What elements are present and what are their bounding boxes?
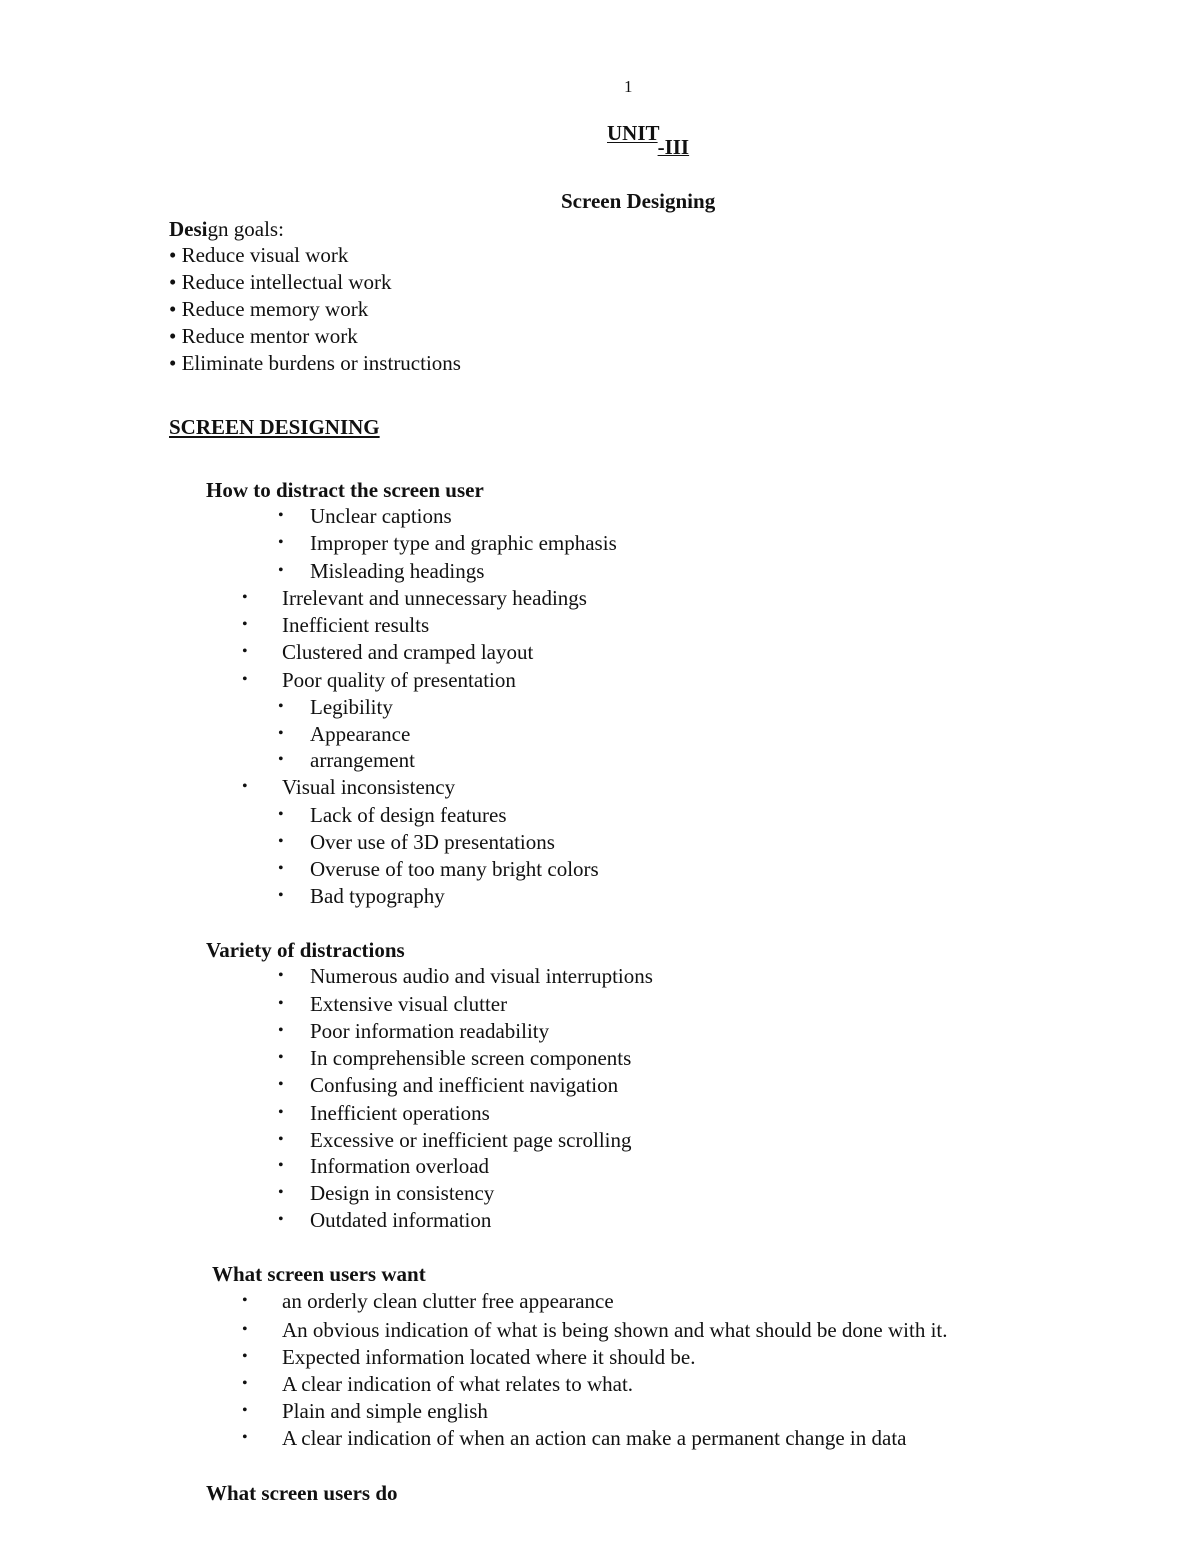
bullet-icon: • [278,833,284,850]
design-goal-item: • Reduce memory work [169,297,369,321]
list-item: Legibility [310,695,393,719]
bullet-icon: • [278,1131,284,1148]
bullet-icon: • [242,671,248,688]
bullet-icon: • [278,1022,284,1039]
list-item: Outdated information [310,1208,492,1232]
bullet-icon: • [278,967,284,984]
list-item: Clustered and cramped layout [282,640,534,664]
list-item: Excessive or inefficient page scrolling [310,1128,632,1152]
list-item: A clear indication of what relates to what. [282,1372,634,1396]
list-item: Information overload [310,1154,490,1178]
bullet-icon: • [278,1184,284,1201]
unit-title-suffix: -III [657,135,690,159]
bullet-icon: • [278,1104,284,1121]
bullet-icon: • [278,887,284,904]
design-goals-heading-rest: gn goals: [207,217,284,241]
list-item: Confusing and inefficient navigation [310,1073,619,1097]
list-item: Appearance [310,722,411,746]
design-goals-heading [169,216,284,242]
bullet-icon: • [278,1157,284,1174]
list-item: Misleading headings [310,559,485,583]
list-item: Plain and simple english [282,1399,488,1423]
bullet-icon: • [242,1429,248,1446]
bullet-icon: • [242,1321,248,1338]
design-goal-item: • Reduce intellectual work [169,270,392,294]
design-goal-item: • Reduce mentor work [169,324,358,348]
list-item: Poor quality of presentation [282,668,516,692]
variety-of-distractions-heading: Variety of distractions [206,938,405,962]
bullet-icon: • [278,1049,284,1066]
bullet-icon: • [278,507,284,524]
list-item: Inefficient results [282,613,430,637]
list-item: In comprehensible screen components [310,1046,632,1070]
list-item: Expected information located where it should be. [282,1345,696,1369]
bullet-icon: • [278,534,284,551]
bullet-icon: • [278,995,284,1012]
design-goals-heading-bold: Desi [169,217,208,241]
bullet-icon: • [242,1292,248,1309]
design-goal-item: • Eliminate burdens or instructions [169,351,461,375]
what-users-do-heading: What screen users do [206,1481,398,1505]
bullet-icon: • [278,806,284,823]
design-goal-item: • Reduce visual work [169,243,349,267]
list-item: an orderly clean clutter free appearance [282,1289,614,1313]
bullet-icon: • [278,562,284,579]
bullet-icon: • [278,751,284,768]
bullet-icon: • [278,698,284,715]
bullet-icon: • [242,589,248,606]
list-item: Design in consistency [310,1181,495,1205]
list-item: Improper type and graphic emphasis [310,531,617,555]
how-to-distract-heading: How to distract the screen user [206,478,484,502]
list-item: A clear indication of when an action can make a permanent change in data [282,1426,907,1450]
bullet-icon: • [242,1375,248,1392]
what-users-want-heading: What screen users want [212,1262,426,1286]
unit-title-main: UNIT [607,121,658,145]
bullet-icon: • [278,725,284,742]
screen-designing-heading: SCREEN DESIGNING [169,415,380,439]
bullet-icon: • [242,778,248,795]
bullet-icon: • [242,616,248,633]
bullet-icon: • [242,643,248,660]
list-item: Numerous audio and visual interruptions [310,964,653,988]
list-item: Inefficient operations [310,1101,490,1125]
bullet-icon: • [242,1402,248,1419]
unit-title [607,120,690,159]
bullet-icon: • [278,860,284,877]
list-item: Extensive visual clutter [310,992,508,1016]
list-item: Poor information readability [310,1019,550,1043]
bullet-icon: • [278,1076,284,1093]
list-item: An obvious indication of what is being shown and what should be done with it. [282,1318,948,1342]
page-number: 1 [624,77,633,96]
list-item: Visual inconsistency [282,775,456,799]
list-item: Unclear captions [310,504,452,528]
list-item: arrangement [310,748,415,772]
list-item: Bad typography [310,884,445,908]
list-item: Over use of 3D presentations [310,830,555,854]
list-item: Irrelevant and unnecessary headings [282,586,587,610]
bullet-icon: • [278,1211,284,1228]
section-title: Screen Designing [561,189,716,213]
list-item: Lack of design features [310,803,507,827]
bullet-icon: • [242,1348,248,1365]
list-item: Overuse of too many bright colors [310,857,599,881]
